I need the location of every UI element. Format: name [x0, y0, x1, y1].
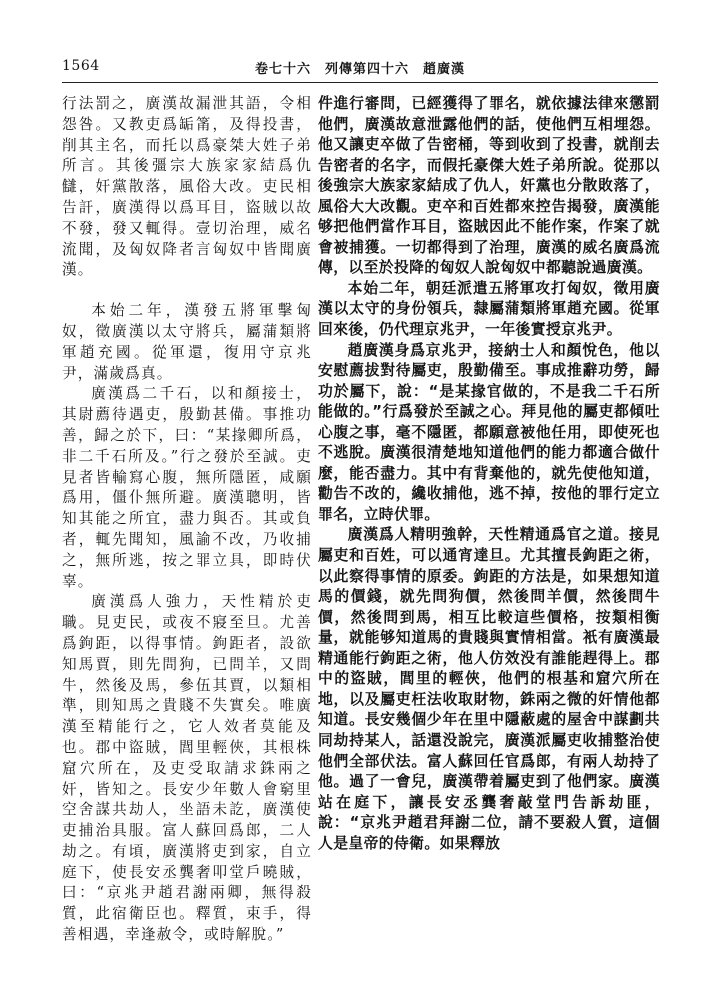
classical-text-column	[62, 94, 312, 946]
classical-paragraph-4: 廣漢爲人強力，天性精於吏職。見吏民，或夜不寢至旦。尤善爲鉤距，以得事情。鉤距者，設欲知馬賈，則先問狗，已問羊，又問牛，然後及馬，參伍其賈，以類相準，則知馬之貴賤不失實矣。唯廣漢至精能行之，它人效者莫能及也。郡中盜賊，閭里輕俠，其根株窟穴所在，及吏受取請求銖兩之奸，皆知之。長安少年數人會窮里空舍謀共劫人，坐語未訖，廣漢使吏捕治具服。富人蘇回爲郎，二人劫之。有頃，廣漢將吏到家，自立庭下，使長安丞龔奢叩堂戶曉賊，曰：“京兆尹趙君謝兩卿，無得殺質，此宿衛臣也。釋質，束手，得善相遇，幸逢赦令，或時解脫。”	[62, 593, 312, 944]
translation-paragraph-3: 趙廣漢身爲京兆尹，接納士人和顏悅色，他以安慰薦拔對待屬吏，殷勤備至。事成推辭功勞，歸功於屬下，說：“是某掾官做的，不是我二千石所能做的。”行爲發於至誠之心。拜見他的屬吏都傾吐心腹之事，毫不隱匿，都願意被他任用，即使死也不逃脫。廣漢很清楚地知道他們的能力都適合做什麼，能否盡力。其中有背棄他的，就先使他知道，勸告不改的，纔收捕他，逃不掉，按他的罪行定立罪名，立時伏罪。	[318, 341, 660, 523]
translation-text-column	[318, 94, 660, 854]
classical-paragraph-2: 本始二年，漢發五將軍擊匈奴，徵廣漢以太守將兵，屬蒲類將軍趙充國。從軍還，復用守京兆尹，滿歲爲真。	[62, 302, 312, 382]
page-header	[62, 58, 658, 78]
classical-paragraph-3: 廣漢爲二千石，以和顏接士，其尉薦待遇吏，殷勤甚備。事推功善，歸之於下，曰：“某掾卿所爲，非二千石所及。”行之發於至誠。吏見者皆輸寫心腹，無所隱匿，咸願爲用，僵仆無所避。廣漢聰明，皆知其能之所宜，盡力與否。其或負者，輒先聞知，風諭不改，乃收捕之，無所逃，按之罪立具，即時伏辜。	[62, 385, 312, 590]
page-number: 1564	[62, 58, 100, 74]
classical-paragraph-1: 行法罰之，廣漢故漏泄其語，令相怨咎。又教吏爲缿筩，及得投書，削其主名，而托以爲豪桀大姓子弟所言。其後彊宗大族家家結爲仇讎，奸黨散落，風俗大改。吏民相告訐，廣漢得以爲耳目，盜賊以故不發，發又輒得。壹切治理，威名流聞，及匈奴降者言匈奴中皆聞廣漢。	[62, 95, 312, 279]
translation-paragraph-4: 廣漢爲人精明強幹，天性精通爲官之道。接見屬吏和百姓，可以通宵達旦。尤其擅長鉤距之術，以此察得事情的原委。鉤距的方法是，如果想知道馬的價錢，就先問狗價，然後問羊價，然後問牛價，然後問到馬，相互比較這些價格，按類相衡量，就能够知道馬的貴賤與實情相當。衹有廣漢最精通能行鉤距之術，他人仿效没有誰能趕得上。郡中的盜賊，閭里的輕俠，他們的根基和窟穴所在地，以及屬吏枉法收取財物，銖兩之微的奸情他都知道。長安幾個少年在里中隱蔽處的屋舍中謀劃共同劫持某人，話還没說完，廣漢派屬吏收捕整治使他們全部伏法。富人蘇回任官爲郎，有兩人劫持了他。過了一會兒，廣漢帶着屬吏到了他們家。廣漢站在庭下，讓長安丞龔奢敲堂門告訴劫匪，說：“京兆尹趙君拜謝二位，請不要殺人質，這個人是皇帝的侍衛。如果釋放	[318, 526, 660, 852]
header-rule	[62, 82, 658, 83]
translation-paragraph-1: 件進行審問，已經獲得了罪名，就依據法律來懲罰他們，廣漢故意泄露他們的話，使他們互相埋怨。他又讓吏卒做了告密桶，等到收到了投書，就削去告密者的名字，而假托豪傑大姓子弟所說。從那以後強宗大族家家結成了仇人，奸黨也分散敗落了，風俗大大改觀。吏卒和百姓都來控告揭發，廣漢能够把他們當作耳目，盜賊因此不能作案，作案了就會被捕獲。一切都得到了治理，廣漢的威名廣爲流傳，以至於投降的匈奴人說匈奴中都聽說過廣漢。	[318, 95, 660, 277]
translation-paragraph-2: 本始二年，朝廷派遣五將軍攻打匈奴，徵用廣漢以太守的身份領兵，隸屬蒲類將軍趙充國。從軍回來後，仍代理京兆尹，一年後實授京兆尹。	[318, 279, 660, 339]
running-head: 卷七十六 列傳第四十六 趙廣漢	[254, 62, 465, 77]
